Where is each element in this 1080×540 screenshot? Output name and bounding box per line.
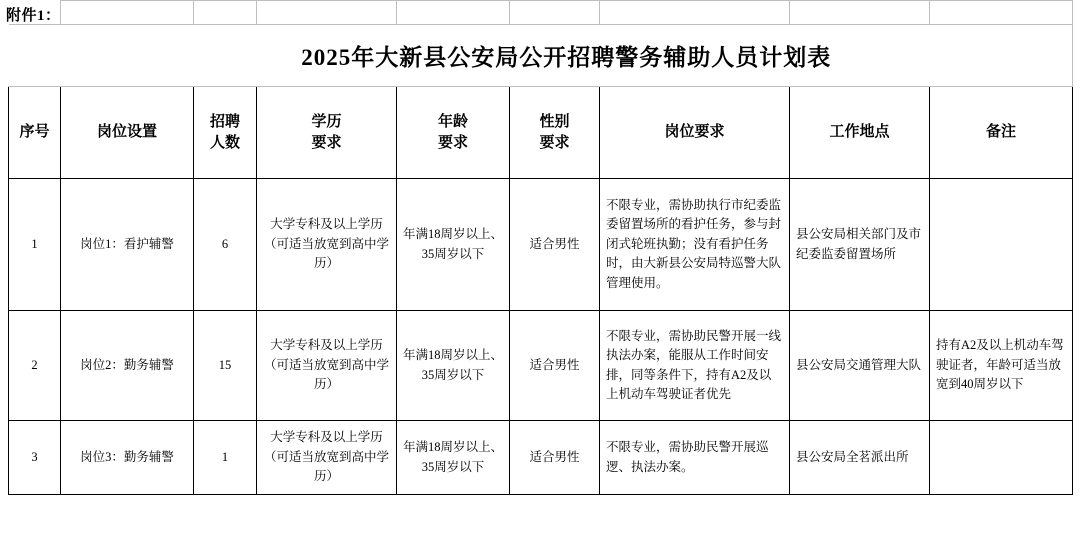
band-cell [930, 1, 1073, 25]
cell-index: 3 [9, 421, 61, 495]
cell-remarks: 持有A2及以上机动车驾驶证者，年龄可适当放宽到40周岁以下 [930, 311, 1073, 421]
attachment-label: 附件1： [6, 8, 61, 24]
column-header-education-line1: 学历 [311, 114, 342, 131]
cell-remarks [930, 421, 1073, 495]
column-header-age-line1: 年龄 [437, 114, 468, 131]
cell-headcount: 6 [194, 179, 257, 311]
table-row [9, 179, 1073, 311]
cell-education: 大学专科及以上学历（可适当放宽到高中学历） [257, 311, 397, 421]
column-header-requirements: 岗位要求 [600, 87, 790, 179]
cell-index: 2 [9, 311, 61, 421]
cell-requirements: 不限专业，需协助民警开展巡逻、执法办案。 [600, 421, 790, 495]
column-header-education-line2: 要求 [311, 134, 342, 151]
band-cell [397, 1, 510, 25]
table-row [9, 311, 1073, 421]
cell-age: 年满18周岁以上、35周岁以下 [397, 311, 510, 421]
page-title: 2025年大新县公安局公开招聘警务辅助人员计划表 [301, 45, 832, 70]
column-header-age-line2: 要求 [437, 134, 468, 151]
cell-requirements: 不限专业，需协助执行市纪委监委留置场所的看护任务，参与封闭式轮班执勤；没有看护任务时，由大新县公安局特巡警大队管理使用。 [600, 179, 790, 311]
cell-headcount: 1 [194, 421, 257, 495]
cell-position: 岗位3：勤务辅警 [61, 421, 194, 495]
band-cell [257, 1, 397, 25]
table-header-row [9, 87, 1073, 179]
column-header-position: 岗位设置 [61, 87, 194, 179]
column-header-remarks: 备注 [930, 87, 1073, 179]
title-row [9, 25, 1073, 87]
cell-gender: 适合男性 [510, 179, 600, 311]
band-cell [600, 1, 790, 25]
cell-position: 岗位1：看护辅警 [61, 179, 194, 311]
cell-gender: 适合男性 [510, 421, 600, 495]
band-cell [61, 1, 194, 25]
column-header-gender [510, 87, 600, 179]
cell-gender: 适合男性 [510, 311, 600, 421]
column-header-gender-line1: 性别 [539, 114, 570, 131]
recruitment-plan-table [8, 0, 1073, 495]
column-header-headcount [194, 87, 257, 179]
band-cell [510, 1, 600, 25]
column-header-index: 序号 [9, 87, 61, 179]
column-header-gender-line2: 要求 [539, 134, 570, 151]
cell-headcount: 15 [194, 311, 257, 421]
cell-workplace: 县公安局相关部门及市纪委监委留置场所 [790, 179, 930, 311]
cell-position: 岗位2：勤务辅警 [61, 311, 194, 421]
spreadsheet-band-row [9, 1, 1073, 25]
band-cell [9, 1, 61, 25]
cell-index: 1 [9, 179, 61, 311]
cell-workplace: 县公安局交通管理大队 [790, 311, 930, 421]
column-header-headcount-line2: 人数 [209, 134, 240, 151]
table-row [9, 421, 1073, 495]
title-gutter-cell [9, 25, 61, 87]
cell-education: 大学专科及以上学历（可适当放宽到高中学历） [257, 179, 397, 311]
cell-workplace: 县公安局全茗派出所 [790, 421, 930, 495]
band-cell [194, 1, 257, 25]
column-header-headcount-line1: 招聘 [209, 114, 240, 131]
cell-education: 大学专科及以上学历（可适当放宽到高中学历） [257, 421, 397, 495]
column-header-workplace: 工作地点 [790, 87, 930, 179]
document-title-cell [61, 25, 1073, 87]
cell-age: 年满18周岁以上、35周岁以下 [397, 179, 510, 311]
band-cell [790, 1, 930, 25]
column-header-education [257, 87, 397, 179]
cell-remarks [930, 179, 1073, 311]
cell-requirements: 不限专业，需协助民警开展一线执法办案，能服从工作时间安排，同等条件下，持有A2及以上机动车驾驶证者优先 [600, 311, 790, 421]
column-header-age [397, 87, 510, 179]
cell-age: 年满18周岁以上、35周岁以下 [397, 421, 510, 495]
